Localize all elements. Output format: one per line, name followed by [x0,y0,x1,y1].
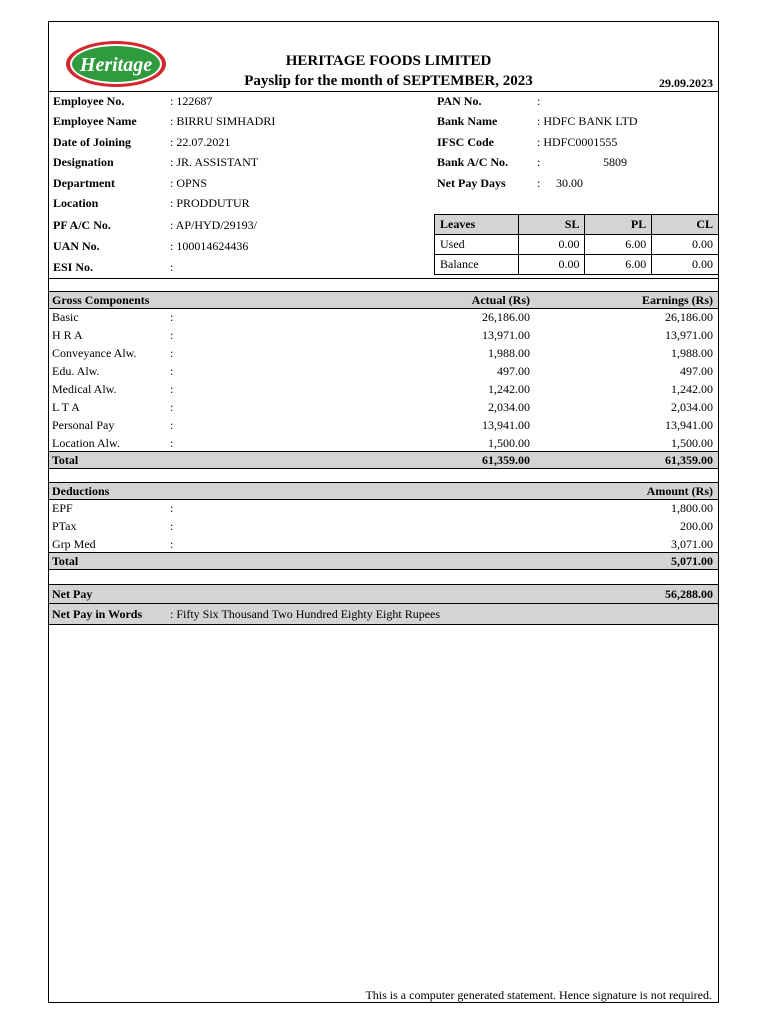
row-colon: : [170,519,174,533]
row-earnings: 1,242.00 [671,382,713,396]
logo-text: Heritage [79,54,153,76]
payslip-date: 29.09.2023 [659,76,713,90]
employee-no-value: : 122687 [170,94,213,108]
leaves-balance-cl: 0.00 [652,255,719,275]
leaves-used-row [435,235,719,255]
row-colon: : [170,364,174,378]
row-earnings: 13,971.00 [665,328,713,342]
row-label: Grp Med [52,537,96,551]
gross-header-actual: Actual (Rs) [471,293,530,307]
header-divider [49,91,718,92]
uan-label: UAN No. [53,239,100,253]
date-of-joining-label: Date of Joining [53,135,131,149]
row-colon: : [170,328,174,342]
net-pay-words-label: Net Pay in Words [52,607,143,621]
row-actual: 13,941.00 [482,418,530,432]
footer-note: This is a computer generated statement. Hence signature is not required. [365,988,712,1002]
leaves-balance-sl: 0.00 [518,255,585,275]
department-label: Department [53,176,115,190]
row-actual: 1,242.00 [488,382,530,396]
row-colon: : [170,537,174,551]
net-pay-band [49,584,718,604]
row-label: L T A [52,400,80,414]
net-pay-words-value: : Fifty Six Thousand Two Hundred Eighty Eight Rupees [170,607,441,621]
gross-total-earnings: 61,359.00 [665,453,713,467]
bank-name-value: : HDFC BANK LTD [537,114,638,128]
leaves-table [434,214,719,275]
row-colon: : [170,501,174,515]
deductions-header-label: Deductions [52,484,110,498]
net-pay-label: Net Pay [52,587,93,601]
row-label: Medical Alw. [52,382,117,396]
row-earnings: 1,500.00 [671,436,713,450]
net-pay-days-label: Net Pay Days [437,176,506,190]
designation-label: Designation [53,155,114,169]
net-pay-words-band [49,603,718,625]
bank-account-value: 5809 [603,155,627,169]
department-value: : OPNS [170,176,208,190]
bank-account-colon: : [537,155,541,169]
esi-label: ESI No. [53,260,94,274]
payslip-document [48,21,719,1003]
row-earnings: 26,186.00 [665,310,713,324]
ifsc-label: IFSC Code [437,135,495,149]
payslip-title: Payslip for the month of SEPTEMBER, 2023 [244,73,533,89]
employee-name-value: : BIRRU SIMHADRI [170,114,276,128]
row-colon: : [170,310,174,324]
row-amount: 3,071.00 [671,537,713,551]
leaves-balance-label: Balance [435,255,519,275]
row-earnings: 1,988.00 [671,346,713,360]
row-label: Personal Pay [52,418,115,432]
leaves-header-row [435,215,719,235]
pf-account-label: PF A/C No. [53,218,111,232]
row-label: PTax [52,519,77,533]
row-actual: 1,500.00 [488,436,530,450]
location-value: : PRODDUTUR [170,196,250,210]
employee-name-label: Employee Name [53,114,137,128]
company-name: HERITAGE FOODS LIMITED [285,53,492,69]
leaves-header-label: Leaves [435,215,519,235]
row-colon: : [170,418,174,432]
pan-label: PAN No. [437,94,482,108]
ifsc-value: : HDFC0001555 [537,135,618,149]
deductions-total-label: Total [52,554,79,568]
net-pay-days-value: 30.00 [556,176,583,190]
leaves-header-cl: CL [652,215,719,235]
row-colon: : [170,436,174,450]
leaves-used-pl: 6.00 [585,235,652,255]
net-pay-amount: 56,288.00 [665,587,713,601]
designation-value: : JR. ASSISTANT [170,155,259,169]
row-colon: : [170,400,174,414]
pf-account-value: : AP/HYD/29193/ [170,218,258,232]
deductions-total-amount: 5,071.00 [671,554,713,568]
net-pay-days-colon: : [537,176,541,190]
deductions-total-band [49,552,718,570]
leaves-balance-pl: 6.00 [585,255,652,275]
leaves-balance-row [435,255,719,275]
row-actual: 26,186.00 [482,310,530,324]
row-colon: : [170,382,174,396]
row-actual: 2,034.00 [488,400,530,414]
details-divider [49,278,718,279]
row-actual: 497.00 [497,364,530,378]
row-earnings: 13,941.00 [665,418,713,432]
row-actual: 13,971.00 [482,328,530,342]
pan-value: : [537,94,541,108]
gross-header-label: Gross Components [52,293,150,307]
gross-header-band [49,291,718,309]
gross-total-label: Total [52,453,79,467]
row-colon: : [170,346,174,360]
deductions-header-band [49,482,718,500]
gross-header-earnings: Earnings (Rs) [641,293,713,307]
esi-value: : [170,260,174,274]
row-amount: 200.00 [680,519,713,533]
row-label: Location Alw. [52,436,120,450]
uan-value: : 100014624436 [170,239,249,253]
row-label: Conveyance Alw. [52,346,137,360]
row-earnings: 2,034.00 [671,400,713,414]
leaves-used-sl: 0.00 [518,235,585,255]
deductions-header-amount: Amount (Rs) [646,484,713,498]
gross-total-actual: 61,359.00 [482,453,530,467]
location-label: Location [53,196,99,210]
leaves-used-cl: 0.00 [652,235,719,255]
gross-total-band [49,451,718,469]
row-actual: 1,988.00 [488,346,530,360]
employee-no-label: Employee No. [53,94,125,108]
row-label: Basic [52,310,79,324]
bank-account-label: Bank A/C No. [437,155,509,169]
leaves-header-sl: SL [518,215,585,235]
row-label: EPF [52,501,73,515]
row-earnings: 497.00 [680,364,713,378]
row-amount: 1,800.00 [671,501,713,515]
row-label: Edu. Alw. [52,364,100,378]
bank-name-label: Bank Name [437,114,498,128]
leaves-header-pl: PL [585,215,652,235]
leaves-used-label: Used [435,235,519,255]
date-of-joining-value: : 22.07.2021 [170,135,231,149]
row-label: H R A [52,328,83,342]
